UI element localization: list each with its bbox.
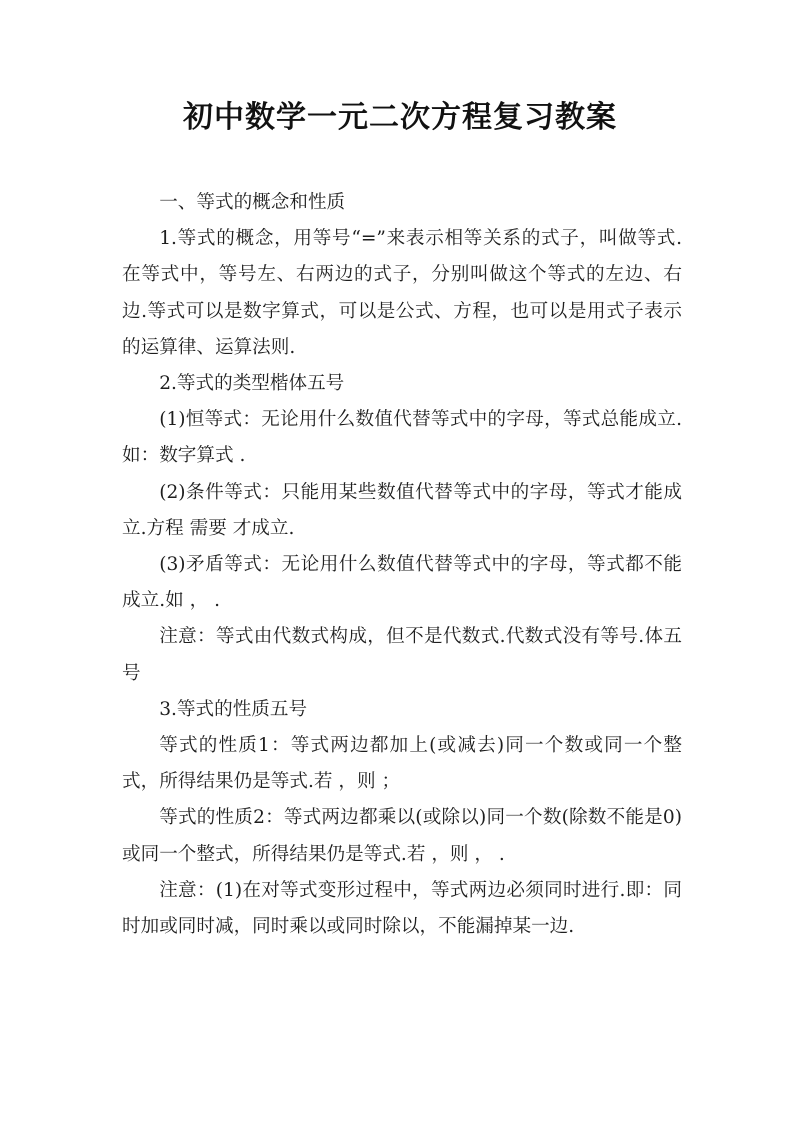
document-body [122,185,688,945]
paragraph-identity-equation: (1)恒等式：无论用什么数值代替等式中的字母，等式总能成立.如：数字算式 . [122,409,682,467]
paragraph-note-algebraic-expression: 注意：等式由代数式构成，但不是代数式.代数式没有等号.体五号 [122,626,682,684]
section-heading-equation-concept: 一、等式的概念和性质 [159,192,346,213]
paragraph-contradictory-equation: (3)矛盾等式：无论用什么数值代替等式中的字母，等式都不能成立.如 ， . [122,554,682,612]
subheading-equation-types: 2.等式的类型楷体五号 [159,373,345,395]
paragraph-conditional-equation: (2)条件等式：只能用某些数值代替等式中的字母，等式才能成立.方程 需要 才成立. [122,481,682,539]
paragraph-property-one: 等式的性质1：等式两边都加上(或减去)同一个数或同一个整式，所得结果仍是等式.若 ，则 ； [122,735,682,793]
paragraph-equation-definition: 1.等式的概念，用等号“=”来表示相等关系的式子，叫做等式. 在等式中，等号左、右两边的式子，分别叫做这个等式的左边、右边.等式可以是数字算式，可以是公式、方程，也可以是用式子表示的运算律、运算法则. [122,228,688,358]
paragraph-note-transformation: 注意：(1)在对等式变形过程中，等式两边必须同时进行.即：同时加或同时减，同时乘以或同时除以，不能漏掉某一边. [122,879,682,938]
document-title: 初中数学一元二次方程复习教案 [183,100,617,135]
paragraph-property-two: 等式的性质2：等式两边都乘以(或除以)同一个数(除数不能是0)或同一个整式，所得结果仍是等式.若 ，则 ， . [122,807,682,865]
subheading-equation-properties: 3.等式的性质五号 [159,698,308,720]
